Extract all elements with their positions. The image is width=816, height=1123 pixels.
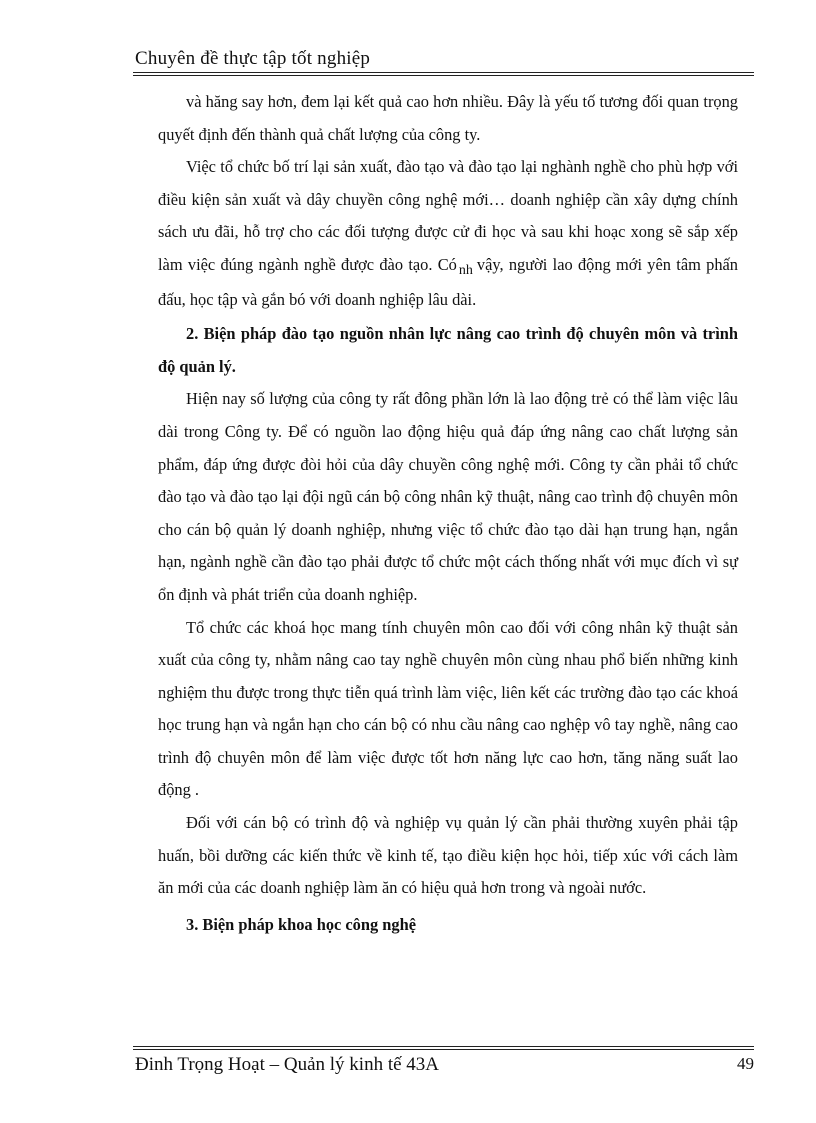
page-number: 49 bbox=[737, 1054, 754, 1073]
header-rule-upper bbox=[133, 72, 754, 73]
page-header-title: Chuyên đề thực tập tốt nghiệp bbox=[135, 48, 371, 69]
paragraph-2-subscript: nh bbox=[458, 262, 473, 278]
paragraph-4: Tổ chức các khoá học mang tính chuyên môn cao đối với công nhân kỹ thuật sản xuất của công ty, nhằm nâng cao tay nghề chuyên môn cùng nhau phổ biến những kinh nghiệm thu được trong thực tiễn quá trình làm việc, liên kết các trường đào tạo các khoá học trung hạn và ngắn hạn cho cán bộ có nhu cầu nâng cao nghệp vô tay nghề, nâng cao trình độ chuyên môn để làm việc được tốt hơn năng lực cao hơn, tăng năng suất lao động . bbox=[158, 617, 738, 800]
paragraph-2-after: vậy, người lao động mới yên tâm phấn đấu, học tập và gắn bó với doanh nghiệp lâu dài. bbox=[158, 254, 739, 309]
section-heading-2: 2. Biện pháp đào tạo nguồn nhân lực nâng cao trình độ chuyên môn và trình độ quản lý. bbox=[158, 324, 738, 376]
footer-author: Đinh Trọng Hoạt – Quản lý kinh tế 43A bbox=[135, 1054, 439, 1075]
paragraph-1: và hăng say hơn, đem lại kết quả cao hơn nhiều. Đây là yếu tố tương đối quan trọng quyết định đến thành quả chất lượng của công ty. bbox=[158, 92, 738, 144]
footer-rule-lower bbox=[133, 1049, 754, 1050]
paragraph-3: Hiện nay số lượng của công ty rất đông phần lớn là lao động trẻ có thể làm việc lâu dài trong Công ty. Để có nguồn lao động hiệu quả đáp ứng nâng cao chất lượng sản phẩm, đáp ứng được đòi hỏi của dây chuyền công nghệ mới. Công ty cần phải tổ chức đào tạo và đào tạo lại đội ngũ cán bộ công nhân kỹ thuật, nâng cao trình độ chuyên môn cho cán bộ quản lý doanh nghiệp, nhưng việc tổ chức đào tạo dài hạn trung hạn, ngắn hạn, ngành nghề cần đào tạo phải được tổ chức một cách thống nhất với mục đích vì sự ổn định và phát triển của doanh nghiệp. bbox=[158, 389, 738, 604]
paragraph-2 bbox=[158, 151, 738, 316]
body-text bbox=[158, 86, 738, 941]
paragraph-5: Đối với cán bộ có trình độ và nghiệp vụ quản lý cần phải thường xuyên phải tập huấn, bồi dưỡng các kiến thức về kinh tế, tạo điều kiện học hỏi, tiếp xúc với cách làm ăn mới của các doanh nghiệp làm ăn có hiệu quả hơn trong và ngoài nước. bbox=[158, 813, 738, 898]
header-rule-lower bbox=[133, 75, 754, 76]
footer-rule-upper bbox=[133, 1046, 754, 1047]
paragraph-2-before: Việc tổ chức bố trí lại sản xuất, đào tạo và đào tạo lại nghành nghề cho phù hợp với điều kiện sản xuất và dây chuyền công nghệ mới… doanh nghiệp cần xây dựng chính sách ưu đãi, hỗ trợ cho các đối tượng được cử đi học và sau khi hoạc xong sẽ sắp xếp làm việc đúng ngành nghề được đào tạo. Có bbox=[158, 157, 738, 274]
section-heading-3: 3. Biện pháp khoa học công nghệ bbox=[186, 914, 416, 934]
